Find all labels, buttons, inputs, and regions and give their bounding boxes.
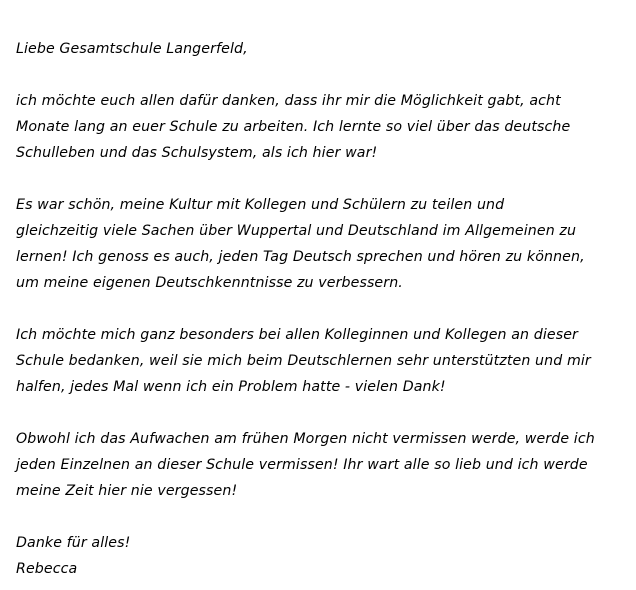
paragraph-gap: [16, 400, 628, 426]
paragraph-4-line-2: jeden Einzelnen an dieser Schule vermissen! Ihr wart alle so lieb und ich werde: [16, 457, 588, 473]
paragraph-gap: [16, 296, 628, 322]
paragraph-gap: [16, 504, 628, 530]
letter-body: [16, 36, 628, 582]
paragraph-4-line-3: meine Zeit hier nie vergessen!: [16, 483, 238, 499]
paragraph-3-line-2: Schule bedanken, weil sie mich beim Deutschlernen sehr unterstützten und mir: [16, 353, 591, 369]
paragraph-1-line-3: Schulleben und das Schulsystem, als ich hier war!: [16, 145, 378, 161]
paragraph-gap: [16, 62, 628, 88]
paragraph-2-line-2: gleichzeitig viele Sachen über Wuppertal und Deutschland im Allgemeinen zu: [16, 223, 577, 239]
salutation: Liebe Gesamtschule Langerfeld,: [16, 41, 248, 57]
paragraph-2-line-1: Es war schön, meine Kultur mit Kollegen und Schülern zu teilen und: [16, 197, 505, 213]
closing: Danke für alles!: [16, 535, 131, 551]
paragraph-2-line-3: lernen! Ich genoss es auch, jeden Tag Deutsch sprechen und hören zu können,: [16, 249, 585, 265]
paragraph-4-line-1: Obwohl ich das Aufwachen am frühen Morgen nicht vermissen werde, werde ich: [16, 431, 595, 447]
paragraph-3-line-3: halfen, jedes Mal wenn ich ein Problem hatte - vielen Dank!: [16, 379, 446, 395]
paragraph-3-line-1: Ich möchte mich ganz besonders bei allen Kolleginnen und Kollegen an dieser: [16, 327, 578, 343]
paragraph-1-line-2: Monate lang an euer Schule zu arbeiten. Ich lernte so viel über das deutsche: [16, 119, 571, 135]
paragraph-2-line-4: um meine eigenen Deutschkenntnisse zu verbessern.: [16, 275, 403, 291]
paragraph-gap: [16, 166, 628, 192]
signature: Rebecca: [16, 561, 78, 577]
paragraph-1-line-1: ich möchte euch allen dafür danken, dass ihr mir die Möglichkeit gabt, acht: [16, 93, 561, 109]
